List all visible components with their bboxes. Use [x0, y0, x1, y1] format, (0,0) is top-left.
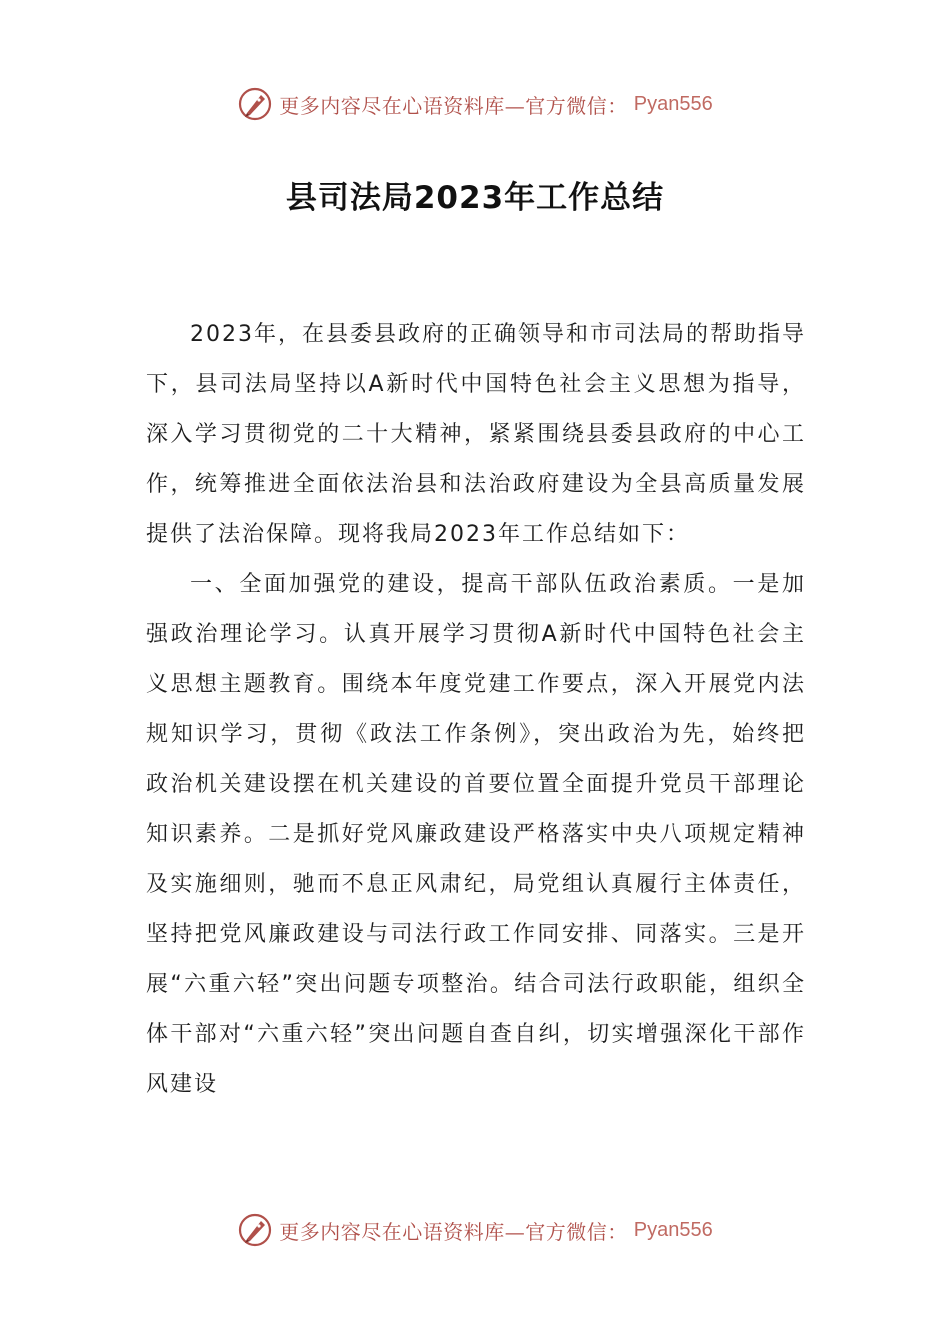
- footer-watermark: [0, 1210, 950, 1250]
- pen-nib-logo-icon: [237, 1212, 273, 1248]
- intro-paragraph: 2023年，在县委县政府的正确领导和市司法局的帮助指导下，县司法局坚持以A新时代中国特色社会主义思想为指导，深入学习贯彻党的二十大精神，紧紧围绕县委县政府的中心工作，统筹推进全面依法治县和法治政府建设为全县高质量发展提供了法治保障。现将我局2023年工作总结如下：: [146, 322, 806, 547]
- section-one-paragraph: 一、全面加强党的建设，提高干部队伍政治素质。一是加强政治理论学习。认真开展学习贯彻A新时代中国特色社会主义思想主题教育。围绕本年度党建工作要点，深入开展党内法规知识学习，贯彻《政法工作条例》，突出政治为先，始终把政治机关建设摆在机关建设的首要位置全面提升党员干部理论知识素养。二是抓好党风廉政建设严格落实中央八项规定精神及实施细则，驰而不息正风肃纪，局党组认真履行主体责任，坚持把党风廉政建设与司法行政工作同安排、同落实。三是开展“六重六轻”突出问题专项整治。结合司法行政职能，组织全体干部对“六重六轻”突出问题自查自纠，切实增强深化干部作风建设: [146, 572, 806, 1097]
- watermark-contact: Pyan556: [633, 1218, 713, 1241]
- watermark-contact: Pyan556: [633, 92, 713, 115]
- watermark-text: 更多内容尽在心语资料库—官方微信：: [279, 93, 628, 118]
- header-watermark: [0, 84, 950, 124]
- document-title: 县司法局2023年工作总结: [285, 180, 665, 216]
- watermark-text: 更多内容尽在心语资料库—官方微信：: [279, 1219, 628, 1244]
- document-body: [146, 310, 806, 1110]
- pen-nib-logo-icon: [237, 86, 273, 122]
